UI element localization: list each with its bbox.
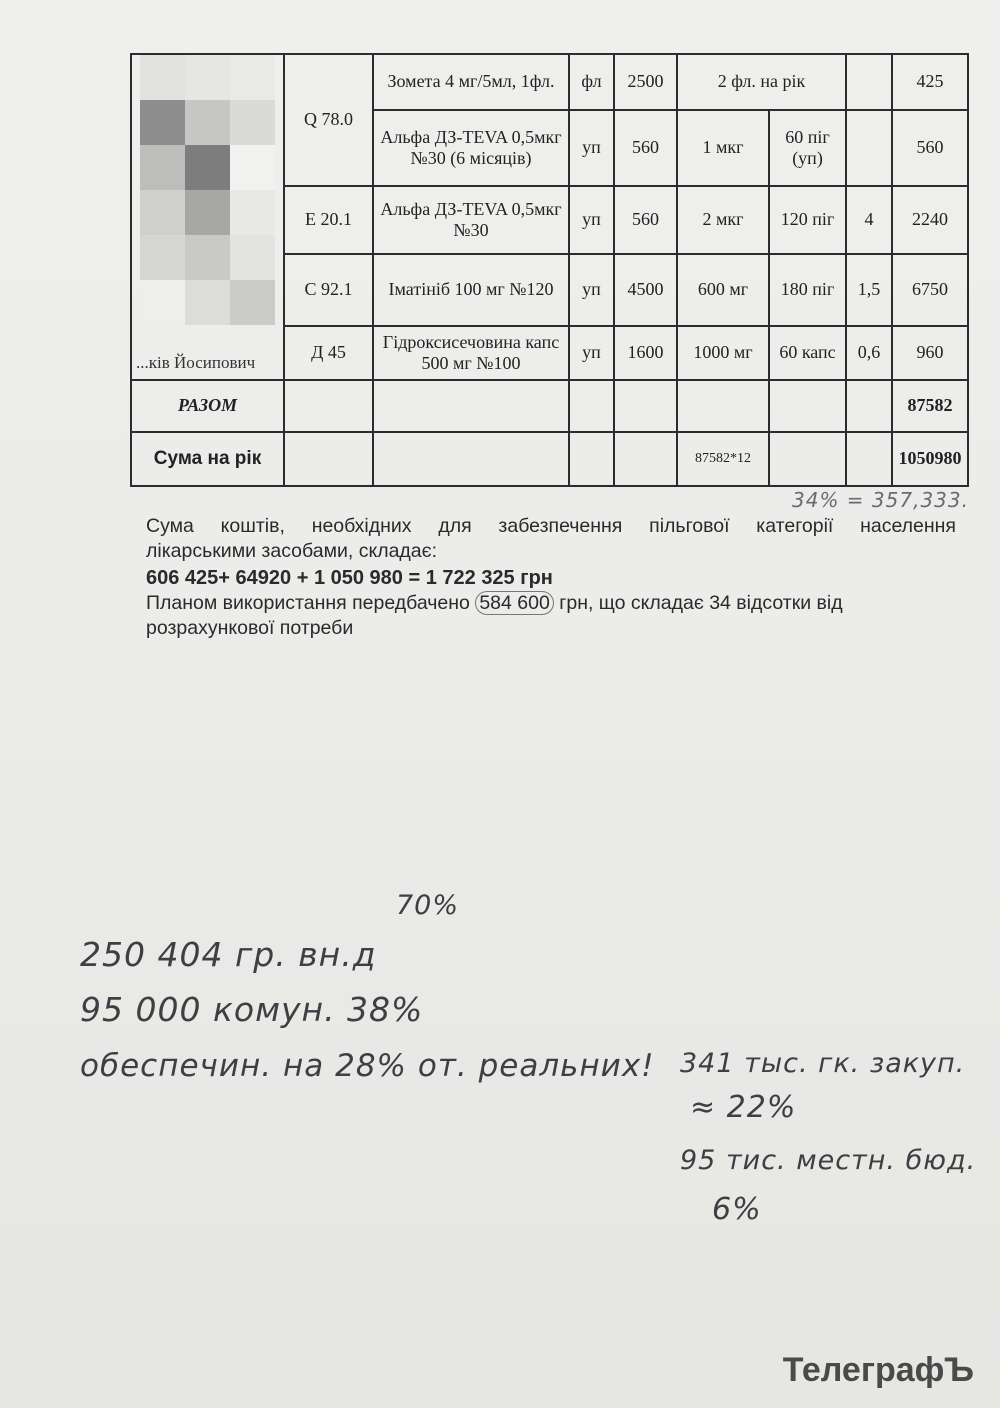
- diagnosis-code: Д 45: [284, 326, 373, 380]
- diagnosis-code: Q 78.0: [284, 54, 373, 186]
- unit: уп: [569, 254, 614, 326]
- handwritten-right-3: 95 тис. местн. бюд.: [680, 1145, 977, 1176]
- bleed-through-mark: [282, 660, 293, 693]
- dose: 2 мкг: [677, 186, 769, 254]
- patient-cell: [131, 54, 284, 380]
- summary-line-4: Планом використання передбачено 584 600 грн, що складає 34 відсотки від: [146, 591, 843, 614]
- price: 4500: [614, 254, 677, 326]
- drug-name: Гідроксисечовина капс 500 мг №100: [373, 326, 569, 380]
- table-row: [131, 54, 968, 110]
- dose: 1000 мг: [677, 326, 769, 380]
- year-value: 1050980: [892, 432, 968, 486]
- handwritten-right-4: 6%: [712, 1192, 762, 1227]
- redacted-name-pixelation: [140, 55, 275, 327]
- handwritten-right-2: ≈ 22%: [690, 1090, 797, 1125]
- unit: уп: [569, 326, 614, 380]
- sum: 2240: [892, 186, 968, 254]
- price: 2500: [614, 54, 677, 110]
- quantity: 120 піг: [769, 186, 846, 254]
- year-row: [131, 432, 968, 486]
- unit: фл: [569, 54, 614, 110]
- drug-name: Іматініб 100 мг №120: [373, 254, 569, 326]
- dose: 1 мкг: [677, 110, 769, 186]
- total-value: 87582: [892, 380, 968, 432]
- summary-line-1: Сума коштів, необхідних для забезпечення пільгової категорії населення: [146, 515, 956, 537]
- summary-line-5: розрахункової потреби: [146, 617, 354, 640]
- handwritten-70pct: 70%: [396, 890, 460, 921]
- handwritten-line-3: обеспечин. на 28% от. реальних!: [80, 1048, 655, 1084]
- drugs-table-wrap: [130, 53, 969, 487]
- months: [846, 110, 892, 186]
- drug-name: Зомета 4 мг/5мл, 1фл.: [373, 54, 569, 110]
- dose: 600 мг: [677, 254, 769, 326]
- quantity: 60 капс: [769, 326, 846, 380]
- months: 4: [846, 186, 892, 254]
- total-label: РАЗОМ: [131, 380, 284, 432]
- sum: 6750: [892, 254, 968, 326]
- diagnosis-code: E 20.1: [284, 186, 373, 254]
- summary-formula: 606 425+ 64920 + 1 050 980 = 1 722 325 грн: [146, 566, 553, 589]
- unit: уп: [569, 186, 614, 254]
- handwritten-right-1: 341 тыс. гк. закуп.: [680, 1048, 966, 1079]
- year-label: Сума на рік: [131, 432, 284, 486]
- drug-name: Альфа ДЗ-TEVA 0,5мкг №30 (6 місяців): [373, 110, 569, 186]
- dose: 2 фл. на рік: [677, 54, 846, 110]
- patient-name-fragment: ...ків Йосипович: [136, 353, 256, 373]
- total-row: [131, 380, 968, 432]
- circled-amount: 584 600: [475, 591, 554, 615]
- handwritten-line-2: 95 000 комун. 38%: [80, 990, 424, 1029]
- telegraf-watermark-logo: ТелеграфЪ: [782, 1351, 974, 1389]
- price: 560: [614, 110, 677, 186]
- handwritten-note-top: 34% = 357,333.: [792, 488, 969, 512]
- summary-line-2: лікарськими засобами, складає:: [146, 540, 438, 563]
- drug-name: Альфа ДЗ-TEVA 0,5мкг №30: [373, 186, 569, 254]
- months: [846, 54, 892, 110]
- price: 1600: [614, 326, 677, 380]
- price: 560: [614, 186, 677, 254]
- sum: 425: [892, 54, 968, 110]
- summary-text: [146, 514, 956, 641]
- months: 0,6: [846, 326, 892, 380]
- quantity: 60 піг (уп): [769, 110, 846, 186]
- year-formula: 87582*12: [677, 432, 769, 486]
- handwritten-line-1: 250 404 гр. вн.д: [80, 935, 377, 974]
- quantity: 180 піг: [769, 254, 846, 326]
- drugs-table: [130, 53, 969, 487]
- diagnosis-code: C 92.1: [284, 254, 373, 326]
- sum: 960: [892, 326, 968, 380]
- months: 1,5: [846, 254, 892, 326]
- sum: 560: [892, 110, 968, 186]
- unit: уп: [569, 110, 614, 186]
